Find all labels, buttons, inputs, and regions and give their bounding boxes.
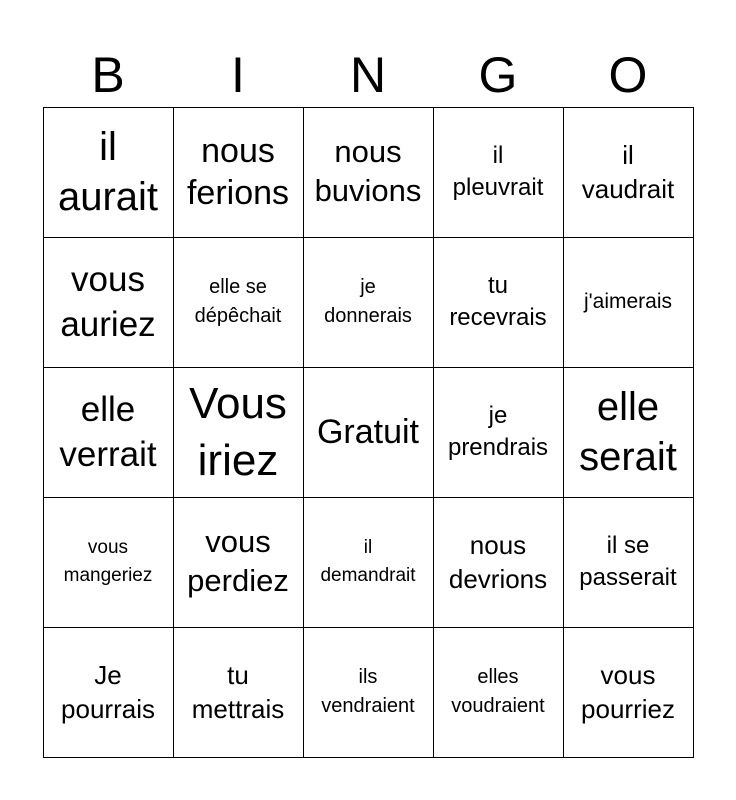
bingo-cell[interactable] <box>173 497 304 628</box>
bingo-cell[interactable] <box>563 367 694 498</box>
cell-text: Je pourrais <box>61 659 155 724</box>
bingo-cell[interactable] <box>303 627 434 758</box>
cell-text: vous auriez <box>60 259 156 344</box>
cell-text: il aurait <box>57 125 159 219</box>
bingo-cell[interactable] <box>563 107 694 238</box>
cell-text: j'aimerais <box>583 289 673 313</box>
bingo-cell[interactable] <box>563 497 694 628</box>
bingo-cell[interactable] <box>303 497 434 628</box>
bingo-cell[interactable] <box>173 367 304 498</box>
cell-text: vous pourriez <box>581 659 675 724</box>
cell-text: Vous iriez <box>189 378 287 485</box>
bingo-cell[interactable] <box>563 237 694 368</box>
cell-text: elle serait <box>579 385 677 479</box>
bingo-header <box>43 42 693 108</box>
cell-text: il se passerait <box>579 531 677 591</box>
cell-text: je prendrais <box>447 401 549 461</box>
bingo-cell[interactable] <box>43 237 174 368</box>
cell-text: tu mettrais <box>191 659 285 724</box>
bingo-cell[interactable] <box>173 107 304 238</box>
bingo-cell[interactable] <box>43 497 174 628</box>
cell-text: nous buvions <box>314 134 422 208</box>
bingo-cell[interactable] <box>173 627 304 758</box>
bingo-cell[interactable] <box>43 107 174 238</box>
header-letter-o: O <box>608 47 648 103</box>
cell-text: vous mangeriez <box>63 536 153 586</box>
bingo-cell[interactable] <box>433 367 564 498</box>
bingo-board <box>43 107 693 757</box>
bingo-cell[interactable] <box>433 497 564 628</box>
cell-text: elle verrait <box>59 389 157 474</box>
cell-text: ils vendraient <box>321 666 415 717</box>
bingo-cell[interactable] <box>43 367 174 498</box>
header-letter-n: N <box>349 47 387 103</box>
cell-text: il demandrait <box>320 536 416 586</box>
bingo-cell[interactable] <box>433 107 564 238</box>
bingo-cell[interactable] <box>433 627 564 758</box>
cell-text: vous perdiez <box>187 524 289 598</box>
bingo-cell[interactable] <box>173 237 304 368</box>
bingo-cell[interactable] <box>303 107 434 238</box>
bingo-cell[interactable] <box>433 237 564 368</box>
cell-text: elles voudraient <box>451 666 545 717</box>
header-letter-i: I <box>231 47 245 103</box>
cell-text: nous devrions <box>448 529 548 594</box>
cell-text: je donnerais <box>324 276 412 327</box>
cell-text: nous ferions <box>186 131 290 212</box>
free-space-text: Gratuit <box>316 412 420 451</box>
cell-text: il pleuvrait <box>452 141 544 201</box>
cell-text: elle se dépêchait <box>194 276 282 327</box>
cell-text: tu recevrais <box>449 271 547 331</box>
header-letter-b: B <box>91 47 125 103</box>
header-letter-g: G <box>478 47 518 103</box>
free-space-cell[interactable] <box>303 367 434 498</box>
bingo-cell[interactable] <box>43 627 174 758</box>
bingo-cell[interactable] <box>563 627 694 758</box>
cell-text: il vaudrait <box>581 139 675 204</box>
bingo-cell[interactable] <box>303 237 434 368</box>
